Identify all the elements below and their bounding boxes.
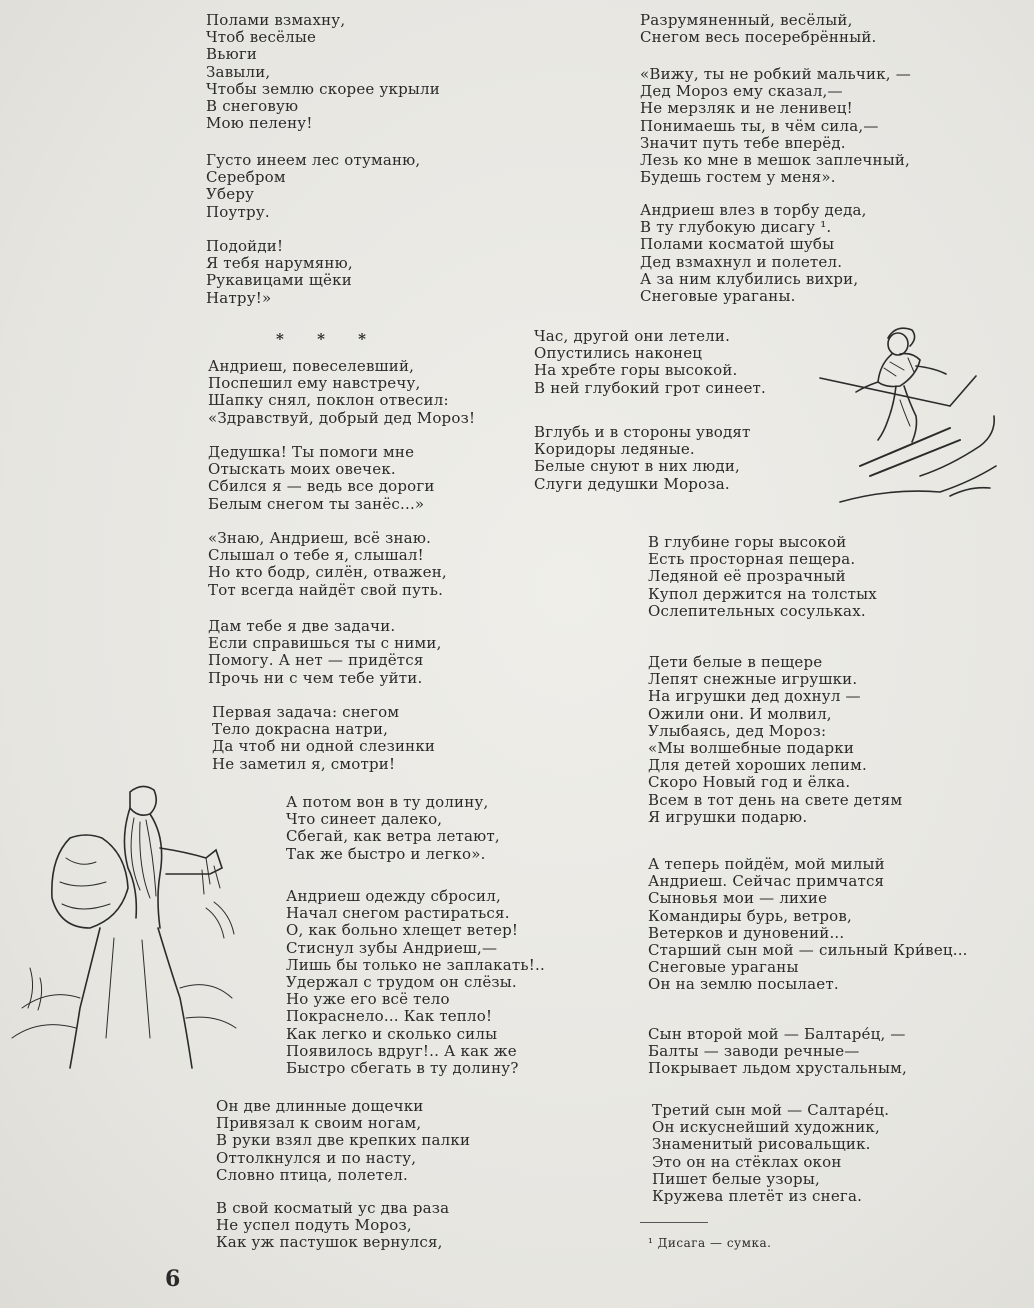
verse-line: Сбился я — ведь все дороги <box>208 477 435 496</box>
verse-line: Чтоб весёлые <box>206 28 317 47</box>
verse-line: Дед Мороз ему сказал,— <box>640 82 843 101</box>
verse-line: Серебром <box>206 168 286 187</box>
stanza-left-12 <box>216 1200 449 1252</box>
verse-line: Дед взмахнул и полетел. <box>640 252 843 271</box>
stanza-right-4 <box>534 328 766 397</box>
verse-line: Есть просторная пещера. <box>648 550 856 569</box>
verse-line: Командиры бурь, ветров, <box>648 906 853 925</box>
skier-illustration <box>800 316 1000 516</box>
verse-line: Подойди! <box>206 237 284 255</box>
verse-line: О, как больно хлещет ветер! <box>286 921 519 940</box>
verse-line: Слышал о тебе я, слышал! <box>208 546 424 565</box>
stanza-left-9 <box>286 794 500 863</box>
verse-line: Натру!» <box>206 288 272 307</box>
ded-moroz-illustration <box>10 778 240 1078</box>
verse-line: Снеговые ураганы <box>648 958 799 977</box>
verse-line: Ледяной её прозрачный <box>648 567 846 586</box>
verse-line: Опустились наконец <box>534 344 703 363</box>
verse-line: Быстро сбегать в ту долину? <box>286 1059 519 1078</box>
stanza-right-9 <box>648 1026 907 1078</box>
verse-line: В свой косматый ус два раза <box>216 1199 450 1217</box>
verse-line: Отыскать моих овечек. <box>208 460 396 479</box>
verse-line: «Мы волшебные подарки <box>648 739 855 758</box>
verse-line: Дети белые в пещере <box>648 653 823 671</box>
verse-line: А теперь пойдём, мой милый <box>648 855 885 873</box>
verse-line: Да чтоб ни одной слезинки <box>212 737 436 756</box>
verse-line: Привязал к своим ногам, <box>216 1114 422 1133</box>
verse-line: Он на землю посылает. <box>648 975 839 994</box>
verse-line: Покраснело... Как тепло! <box>286 1007 493 1026</box>
page-number: 6 <box>165 1266 181 1292</box>
stanza-left-4 <box>208 358 475 427</box>
verse-line: Андриеш одежду сбросил, <box>286 887 501 905</box>
stanza-right-5 <box>534 424 751 493</box>
verse-line: Если справишься ты с ними, <box>208 634 442 653</box>
verse-line: Словно птица, полетел. <box>216 1165 409 1184</box>
verse-line: Ветерков и дуновений... <box>648 923 845 942</box>
stanza-right-10 <box>652 1102 889 1205</box>
verse-line: Но уже его всё тело <box>286 990 450 1009</box>
verse-line: Коридоры ледяные. <box>534 440 695 459</box>
verse-line: Будешь гостем у меня». <box>640 168 836 187</box>
verse-line: Стиснул зубы Андриеш,— <box>286 938 498 957</box>
footnote-divider <box>640 1222 708 1223</box>
verse-line: Белые снуют в них люди, <box>534 457 740 476</box>
verse-line: Что синеет далеко, <box>286 810 443 829</box>
section-separator: * * * <box>276 330 380 348</box>
verse-line: «Вижу, ты не робкий мальчик, — <box>640 65 911 83</box>
verse-line: Понимаешь ты, в чём сила,— <box>640 116 879 135</box>
verse-line: Лишь бы только не заплакать!.. <box>286 955 545 974</box>
verse-line: Всем в тот день на свете детям <box>648 790 903 809</box>
stanza-left-11 <box>216 1098 470 1184</box>
stanza-right-8 <box>648 856 968 994</box>
verse-line: Прочь ни с чем тебе уйти. <box>208 668 423 687</box>
verse-line: Это он на стёклах окон <box>652 1152 842 1171</box>
verse-line: Андриеш, повеселевший, <box>208 357 415 375</box>
verse-line: На хребте горы высокой. <box>534 361 738 380</box>
stanza-right-3 <box>640 202 867 305</box>
stanza-right-1 <box>640 12 877 46</box>
verse-line: Лепят снежные игрушки. <box>648 670 858 689</box>
verse-line: Но кто бодр, силён, отважен, <box>208 563 447 582</box>
verse-line: Снегом весь посеребрённый. <box>640 28 877 47</box>
verse-line: Ослепительных сосульках. <box>648 601 866 620</box>
verse-line: Он две длинные дощечки <box>216 1097 424 1115</box>
stanza-left-3 <box>206 238 353 307</box>
verse-line: Первая задача: снегом <box>212 703 400 721</box>
verse-line: Купол держится на толстых <box>648 584 877 603</box>
verse-line: Разрумяненный, весёлый, <box>640 11 853 29</box>
verse-line: Как легко и сколько силы <box>286 1024 498 1043</box>
verse-line: Сбегай, как ветра летают, <box>286 827 500 846</box>
verse-line: Рукавицами щёки <box>206 271 352 290</box>
verse-line: Тело докрасна натри, <box>212 720 389 739</box>
verse-line: В руки взял две крепких палки <box>216 1131 471 1150</box>
verse-line: Появилось вдруг!.. А как же <box>286 1041 517 1060</box>
verse-line: Так же быстро и легко». <box>286 844 486 863</box>
verse-line: Не заметил я, смотри! <box>212 754 396 773</box>
verse-line: Шапку снял, поклон отвесил: <box>208 391 449 410</box>
verse-line: Старший сын мой — сильный Кри́вец... <box>648 941 968 960</box>
verse-line: Я тебя нарумяню, <box>206 254 353 273</box>
verse-line: На игрушки дед дохнул — <box>648 687 861 706</box>
verse-line: Удержал с трудом он слёзы. <box>286 973 517 992</box>
verse-line: В ней глубокий грот синеет. <box>534 378 767 397</box>
stanza-left-2 <box>206 152 420 221</box>
verse-line: Знаменитый рисовальщик. <box>652 1135 871 1154</box>
verse-line: Я игрушки подарю. <box>648 807 808 826</box>
verse-line: Уберу <box>206 185 255 204</box>
verse-line: Как уж пастушок вернулся, <box>216 1233 443 1252</box>
verse-line: Помогу. А нет — придётся <box>208 651 424 670</box>
verse-line: «Знаю, Андриеш, всё знаю. <box>208 529 432 547</box>
verse-line: Густо инеем лес отуманю, <box>206 151 421 169</box>
verse-line: Полами взмахну, <box>206 11 346 29</box>
stanza-right-6 <box>648 534 877 620</box>
verse-line: Мою пелену! <box>206 114 313 133</box>
verse-line: В снеговую <box>206 97 299 116</box>
stanza-right-7 <box>648 654 902 826</box>
verse-line: Балты — заводи речные— <box>648 1042 860 1061</box>
stanza-left-1 <box>206 12 440 132</box>
verse-line: Сыновья мои — лихие <box>648 889 828 908</box>
verse-line: Скоро Новый год и ёлка. <box>648 773 851 792</box>
verse-line: Не мерзляк и не ленивец! <box>640 99 853 118</box>
stanza-right-2 <box>640 66 911 186</box>
verse-line: Дедушка! Ты помоги мне <box>208 443 415 461</box>
verse-line: Значит путь тебе вперёд. <box>640 133 846 152</box>
verse-line: Андриеш влез в торбу деда, <box>640 201 867 219</box>
verse-line: Андриеш. Сейчас примчатся <box>648 872 885 891</box>
verse-line: Ожили они. И молвил, <box>648 704 832 723</box>
verse-line: Лезь ко мне в мешок заплечный, <box>640 151 911 170</box>
verse-line: Улыбаясь, дед Мороз: <box>648 721 827 740</box>
verse-line: Снеговые ураганы. <box>640 287 796 306</box>
stanza-left-7 <box>208 618 442 687</box>
footnote: ¹ Дисага — сумка. <box>648 1236 772 1250</box>
verse-line: Поутру. <box>206 202 270 221</box>
verse-line: Сын второй мой — Балтаре́ц, — <box>648 1025 906 1043</box>
verse-line: Не успел подуть Мороз, <box>216 1216 412 1235</box>
verse-line: Час, другой они летели. <box>534 327 731 345</box>
verse-line: «Здравствуй, добрый дед Мороз! <box>208 408 476 427</box>
verse-line: Третий сын мой — Салтаре́ц. <box>652 1101 890 1119</box>
verse-line: Дам тебе я две задачи. <box>208 617 396 635</box>
verse-line: Покрывает льдом хрустальным, <box>648 1059 907 1078</box>
verse-line: Поспешил ему навстречу, <box>208 374 421 393</box>
verse-line: Вьюги <box>206 45 258 64</box>
stanza-left-8 <box>212 704 435 773</box>
verse-line: В глубине горы высокой <box>648 533 847 551</box>
verse-line: Он искуснейший художник, <box>652 1118 880 1137</box>
verse-line: Пишет белые узоры, <box>652 1169 820 1188</box>
verse-line: Вглубь и в стороны уводят <box>534 423 751 441</box>
verse-line: Полами косматой шубы <box>640 235 835 254</box>
verse-line: Тот всегда найдёт свой путь. <box>208 580 444 599</box>
verse-line: Начал снегом растираться. <box>286 904 510 923</box>
stanza-left-10 <box>286 888 545 1077</box>
verse-line: Завыли, <box>206 62 271 81</box>
verse-line: Для детей хороших лепим. <box>648 756 867 775</box>
verse-line: Оттолкнулся и по насту, <box>216 1148 417 1167</box>
verse-line: В ту глубокую дисагу ¹. <box>640 218 832 237</box>
verse-line: Чтобы землю скорее укрыли <box>206 79 440 98</box>
verse-line: А за ним клубились вихри, <box>640 269 859 288</box>
stanza-left-5 <box>208 444 435 513</box>
verse-line: Белым снегом ты занёс...» <box>208 494 425 513</box>
stanza-left-6 <box>208 530 447 599</box>
verse-line: Слуги дедушки Мороза. <box>534 474 730 493</box>
verse-line: А потом вон в ту долину, <box>286 793 489 811</box>
verse-line: Кружева плетёт из снега. <box>652 1187 863 1206</box>
